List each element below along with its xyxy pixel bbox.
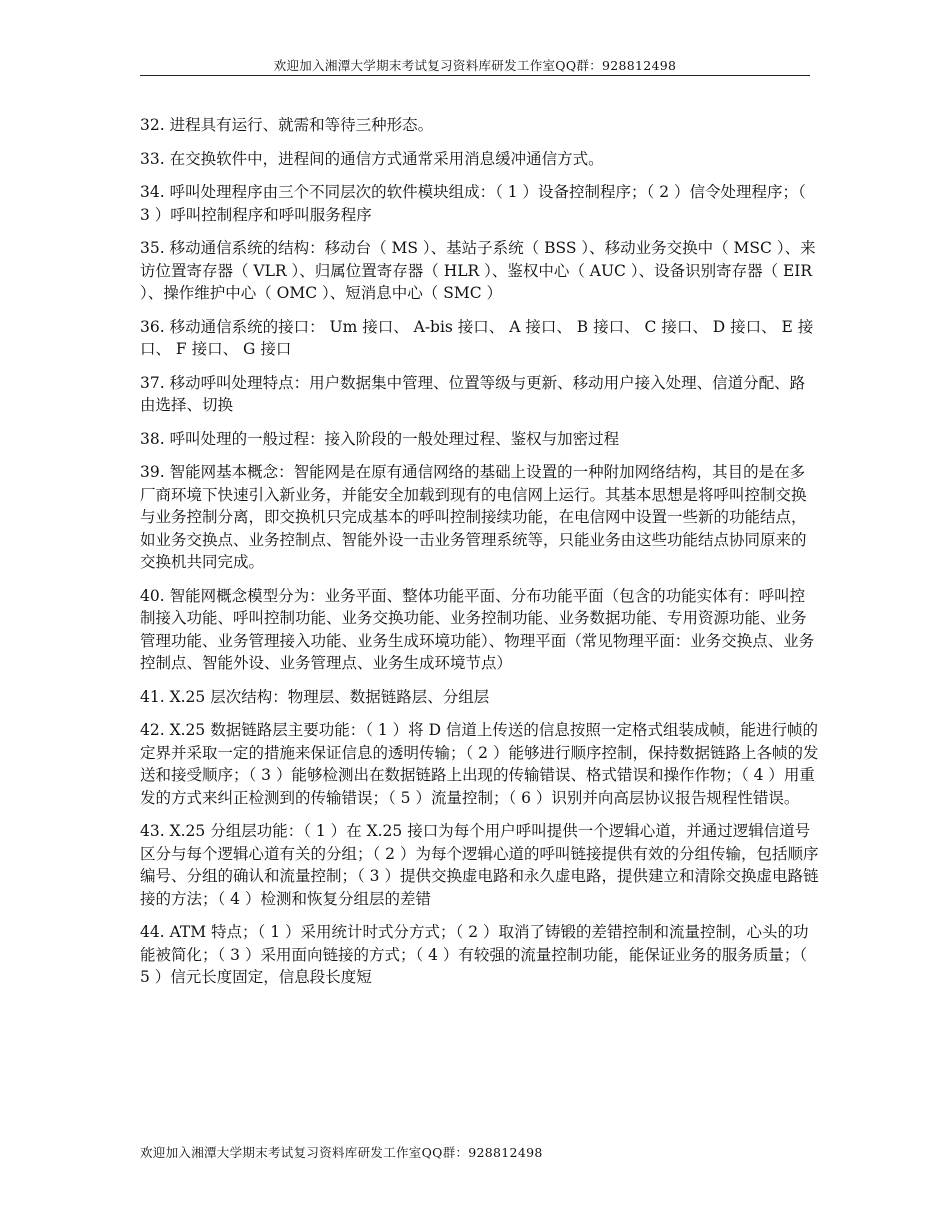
paragraph-33: 33. 在交换软件中，进程间的通信方式通常采用消息缓冲通信方式。 (140, 149, 604, 168)
header-rule (140, 75, 810, 76)
paragraph-44: 44. ATM 特点；（ 1 ）采用统计时式分方式；（ 2 ）取消了铸锻的差错控制和流量控制，心头的功能被简化；（ 3 ）采用面向链接的方式；（ 4 ）有较强的流量控制功能，能保证业务的服务质量；（ 5 ）信元长度固定，信息段长度短 (140, 923, 809, 986)
paragraph-41: 41. X.25 层次结构：物理层、数据链路层、分组层 (140, 687, 490, 706)
paragraph-40: 40. 智能网概念模型分为：业务平面、整体功能平面、分布功能平面（包含的功能实体有：呼叫控制接入功能、呼叫控制功能、业务交换功能、业务控制功能、业务数据功能、专用资源功能、业务管理功能、业务管理接入功能、业务生成环境功能）、物理平面（常见物理平面：业务交换点、业务控制点、智能外设、业务管理点、业务生成环境节点） (140, 586, 815, 672)
paragraph-35: 35. 移动通信系统的结构：移动台（ MS ）、基站子系统（ BSS ）、移动业务交换中（ MSC ）、来访位置寄存器（ VLR ）、归属位置寄存器（ HLR ）、鉴权中心（ AUC ）、设备识别寄存器（ EIR ）、操作维护中心（ OMC ）、短消息中心（ SMC ） (140, 239, 816, 302)
paragraph-37: 37. 移动呼叫处理特点：用户数据集中管理、位置等级与更新、移动用户接入处理、信道分配、路由选择、切换 (140, 373, 806, 414)
paragraph-39: 39. 智能网基本概念：智能网是在原有通信网络的基础上设置的一种附加网络结构，其目的是在多厂商环境下快速引入新业务，并能安全加载到现有的电信网上运行。其基本思想是将呼叫控制交换与业务控制分离，即交换机只完成基本的呼叫控制接续功能，在电信网中设置一些新的功能结点，如业务交换点、业务控制点、智能外设一击业务管理系统等，只能业务由这些功能结点协同原来的交换机共同完成。 (140, 463, 807, 571)
paragraph-43: 43. X.25 分组层功能：（ 1 ）在 X.25 接口为每个用户呼叫提供一个逻辑心道，并通过逻辑信道号区分与每个逻辑心道有关的分组；（ 2 ）为每个逻辑心道的呼叫链接提供有效的分组传输，包括顺序编号、分组的确认和流量控制；（ 3 ）提供交换虚电路和永久虚电路，提供建立和清除交换虚电路链接的方法；（ 4 ）检测和恢复分组层的差错 (140, 822, 819, 908)
page-header: 欢迎加入湘潭大学期末考试复习资料库研发工作室QQ群：928812498 (273, 58, 677, 73)
paragraph-38: 38. 呼叫处理的一般过程：接入阶段的一般处理过程、鉴权与加密过程 (140, 429, 620, 448)
paragraph-34: 34. 呼叫处理程序由三个不同层次的软件模块组成：（ 1 ）设备控制程序；（ 2 ）信令处理程序；（ 3 ）呼叫控制程序和呼叫服务程序 (140, 183, 806, 224)
paragraph-32: 32. 进程具有运行、就需和等待三种形态。 (140, 116, 434, 134)
paragraph-42: 42. X.25 数据链路层主要功能：（ 1 ）将 D 信道上传送的信息按照一定格式组装成帧，能进行帧的定界并采取一定的措施来保证信息的透明传输；（ 2 ）能够进行顺序控制，保持数据链路上各帧的发送和接受顺序；（ 3 ）能够检测出在数据链路上出现的传输错误、格式错误和操作作物；（ 4 ）用重发的方式来纠正检测到的传输错误；（ 5 ）流量控制；（ 6 ）识别并向高层协议报告规程性错误。 (140, 721, 819, 807)
paragraph-36: 36. 移动通信系统的接口： Um 接口、 A-bis 接口、 A 接口、 B 接口、 C 接口、 D 接口、 E 接口、 F 接口、 G 接口 (140, 317, 814, 358)
page-footer: 欢迎加入湘潭大学期末考试复习资料库研发工作室QQ群：928812498 (140, 1145, 543, 1160)
document-body (140, 114, 820, 1000)
